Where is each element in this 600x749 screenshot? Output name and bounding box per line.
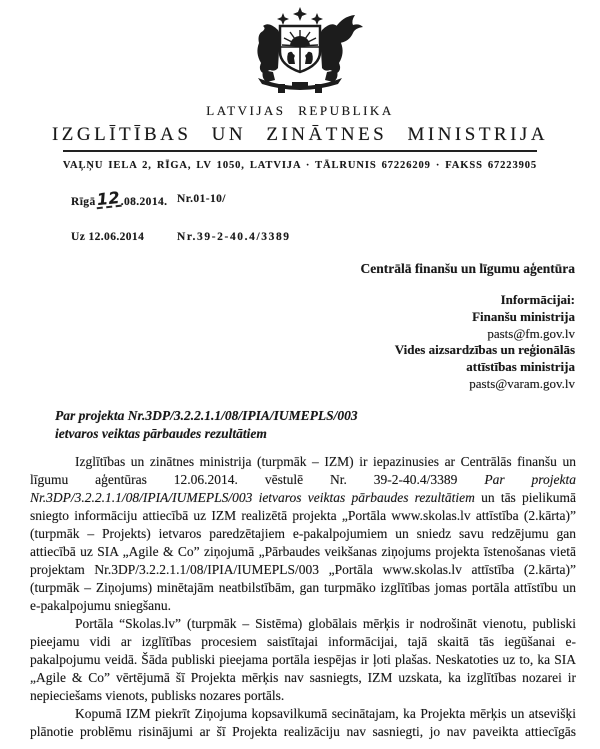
body-line (30, 489, 576, 507)
body-line (30, 453, 576, 471)
letterhead-address: VAĻŅU IELA 2, RĪGA, LV 1050, LATVIJA · TĀLRUNIS 67226209 · FAKSS 67223905 (62, 160, 538, 171)
subject (55, 407, 600, 443)
date-suffix: .08.2014. (120, 196, 168, 208)
body-segment: „Agile & Co” vērtējumā šī Projekta mērķis nav sasniegts, IZM uzskata, ka izglītības nozarei ir (30, 669, 576, 685)
body-line (30, 687, 576, 705)
body-line (30, 579, 576, 597)
body-line (30, 669, 576, 687)
cc-recipient-name: attīstības ministrija (466, 359, 575, 375)
letter-body (30, 453, 576, 741)
ministry-title: IZGLĪTĪBAS UN ZINĀTNES MINISTRIJA (51, 124, 549, 145)
cc-recipient-name: Finanšu ministrija (472, 308, 575, 324)
info-label: Informācijai: (500, 292, 575, 307)
cc-list (0, 292, 575, 393)
subject-line: ietvaros veiktas pārbaudes rezultātiem (55, 425, 267, 441)
body-segment: pieejamu vidi ar izglītības procesiem saistītajai informācijai, tajā skaitā tās iegūšanai e- (30, 633, 576, 649)
cc-recipient-name: Vides aizsardzības un reģionālās (394, 342, 575, 358)
reply-row (71, 231, 600, 248)
subject-line: Par projekta Nr.3DP/3.2.2.1.1/08/IPIA/IUMEPLS/003 (55, 407, 358, 423)
country-title: LATVIJAS REPUBLIKA (206, 103, 394, 118)
body-segment: pakalpojumu veidā. Šāda publiski pieejama portāla iespējas ir ļoti plašas. Neskatoties uz to, ka SIA (30, 651, 576, 667)
body-segment: un tās pielikumā (474, 489, 576, 505)
body-segment: e-pakalpojumu sniegšanu. (30, 597, 171, 613)
letterhead (0, 6, 600, 171)
body-segment: Kopumā IZM piekrīt Ziņojuma kopsavilkumā secinātajam, ka Projekta mērķis un atsevišķi (75, 705, 576, 721)
body-line (30, 597, 576, 615)
outgoing-number: Nr.01-10/ (177, 193, 226, 205)
reply-date: Uz 12.06.2014 (71, 231, 145, 243)
cc-recipient-email: pasts@varam.gov.lv (469, 375, 575, 391)
body-segment: plānotie problēmu risinājumi ar šī Projekta realizāciju nav sasniegti, jo nav paveikta attiecīgās (30, 723, 576, 739)
latvia-coat-of-arms-icon (232, 6, 368, 96)
body-line (30, 543, 576, 561)
body-line (30, 525, 576, 543)
body-segment: attiecībā uz SIA „Agile & Co” ziņojumā „Pārbaudes veikšanas ziņojums projekta īstenošanas vietā (30, 543, 576, 559)
cc-recipient-email: pasts@fm.gov.lv (487, 325, 575, 341)
body-segment-italic: Nr.3DP/3.2.2.1.1/08/IPIA/IUMEPLS/003 ietvaros veiktas pārbaudes rezultātiem (30, 489, 475, 505)
body-line (30, 651, 576, 669)
place-label: Rīgā (71, 196, 96, 208)
body-segment-italic: Par projekta (484, 471, 576, 487)
body-segment: Izglītības un zinātnes ministrija (turpmāk – IZM) ir iepazinusies ar Centrālās finanšu un (75, 453, 576, 469)
body-segment: Portāla “Skolas.lv” (turpmāk – Sistēma) globālais mērķis ir nodrošināt vienotu, publiski (75, 615, 576, 631)
body-segment: (turpmāk – Ziņojums) minētajām neatbilstībām, gan turpmāko izglītības jomas portāla attīstību un (30, 579, 576, 595)
reference-block (71, 187, 600, 248)
date-row (71, 187, 600, 210)
body-line (30, 471, 576, 489)
body-line (30, 561, 576, 579)
primary-recipient: Centrālā finanšu un līgumu aģentūra (360, 261, 575, 276)
body-segment: sniegto informāciju attiecībā uz IZM realizētā projekta „Portāla www.skolas.lv attīstība (2.kārta)” (30, 507, 576, 523)
body-line (30, 507, 576, 525)
body-line (30, 633, 576, 651)
body-line (30, 723, 576, 741)
body-segment: līgumu aģentūras 12.06.2014. vēstulē Nr. 39-2-40.4/3389 (30, 471, 485, 487)
body-segment: (turpmāk – Projekts) ietvaros paredzētajiem e-pakalpojumiem un sniedz savu redzējumu gan (30, 525, 576, 541)
recipients-block (0, 261, 600, 393)
letterhead-rule (63, 150, 537, 152)
body-segment: projektam Nr.3DP/3.2.2.1.1/08/IPIA/IUMEPLS/003 „Portāla www.skolas.lv attīstība (2.kārta)” (30, 561, 576, 577)
body-line (30, 615, 576, 633)
reply-number: Nr.39-2-40.4/3389 (177, 231, 291, 243)
body-line (30, 705, 576, 723)
handwritten-day: 12 (95, 187, 121, 210)
body-segment: nepieciešams vienots, publisks nozares portāls. (30, 687, 285, 703)
